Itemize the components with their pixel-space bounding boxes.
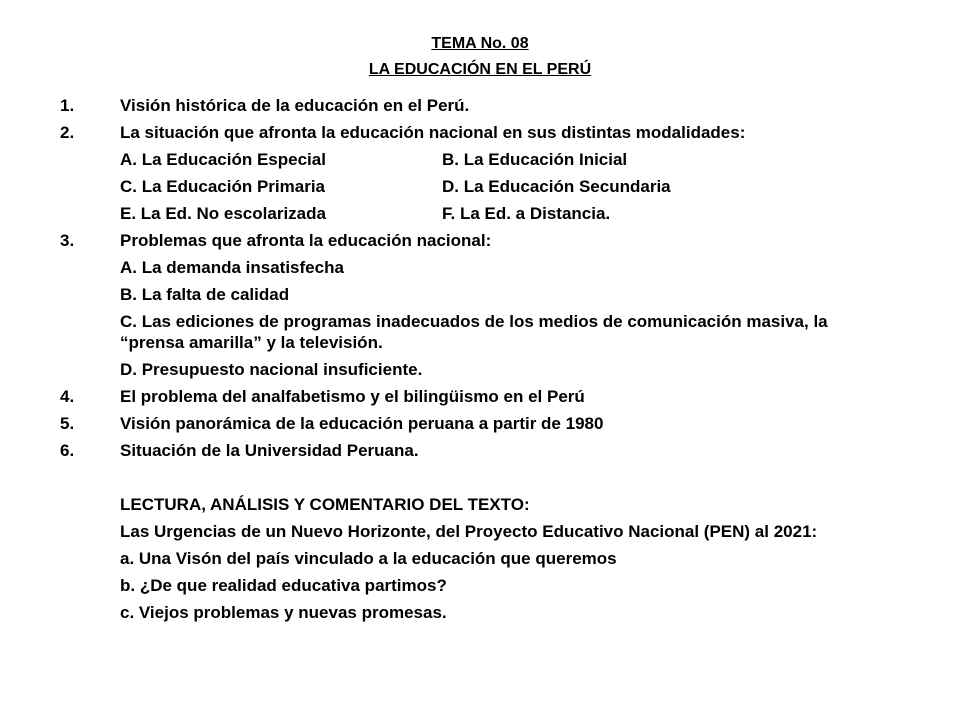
problem-item: D. Presupuesto nacional insuficiente. — [120, 360, 423, 379]
topic-main-title: LA EDUCACIÓN EN EL PERÚ — [368, 61, 592, 78]
item-number: 5. — [60, 414, 75, 433]
item-number: 4. — [60, 387, 75, 406]
problem-item: A. La demanda insatisfecha — [120, 258, 344, 277]
problem-item: C. Las ediciones de programas inadecuados de los medios de comunicación masiva, la — [120, 312, 828, 331]
item-number: 3. — [60, 231, 75, 250]
item-text: Visión histórica de la educación en el Perú. — [120, 96, 470, 115]
item-text: Problemas que afronta la educación nacional: — [120, 231, 492, 250]
reading-point: a. Una Visón del país vinculado a la educación que queremos — [120, 549, 617, 568]
reading-point: c. Viejos problemas y nuevas promesas. — [120, 603, 447, 622]
reading-point: b. ¿De que realidad educativa partimos? — [120, 576, 447, 595]
modality-option: D. La Educación Secundaria — [442, 177, 671, 196]
problem-item: B. La falta de calidad — [120, 285, 290, 304]
reading-heading: LECTURA, ANÁLISIS Y COMENTARIO DEL TEXTO: — [120, 495, 530, 514]
item-number: 6. — [60, 441, 75, 460]
modality-option: F. La Ed. a Distancia. — [442, 204, 611, 223]
item-text: Situación de la Universidad Peruana. — [120, 441, 419, 460]
modality-option: A. La Educación Especial — [120, 150, 326, 169]
item-text: El problema del analfabetismo y el bilingüismo en el Perú — [120, 387, 585, 406]
item-number: 1. — [60, 96, 75, 115]
problem-item-continuation: “prensa amarilla” y la televisión. — [120, 333, 383, 352]
item-number: 2. — [60, 123, 75, 142]
item-text: Visión panorámica de la educación peruana a partir de 1980 — [120, 414, 604, 433]
item-text: La situación que afronta la educación nacional en sus distintas modalidades: — [120, 123, 746, 142]
modality-option: B. La Educación Inicial — [442, 150, 628, 169]
modality-option: E. La Ed. No escolarizada — [120, 204, 326, 223]
modality-option: C. La Educación Primaria — [120, 177, 326, 196]
topic-number-title: TEMA No. 08 — [431, 35, 529, 52]
reading-intro: Las Urgencias de un Nuevo Horizonte, del Proyecto Educativo Nacional (PEN) al 2021: — [120, 522, 818, 541]
